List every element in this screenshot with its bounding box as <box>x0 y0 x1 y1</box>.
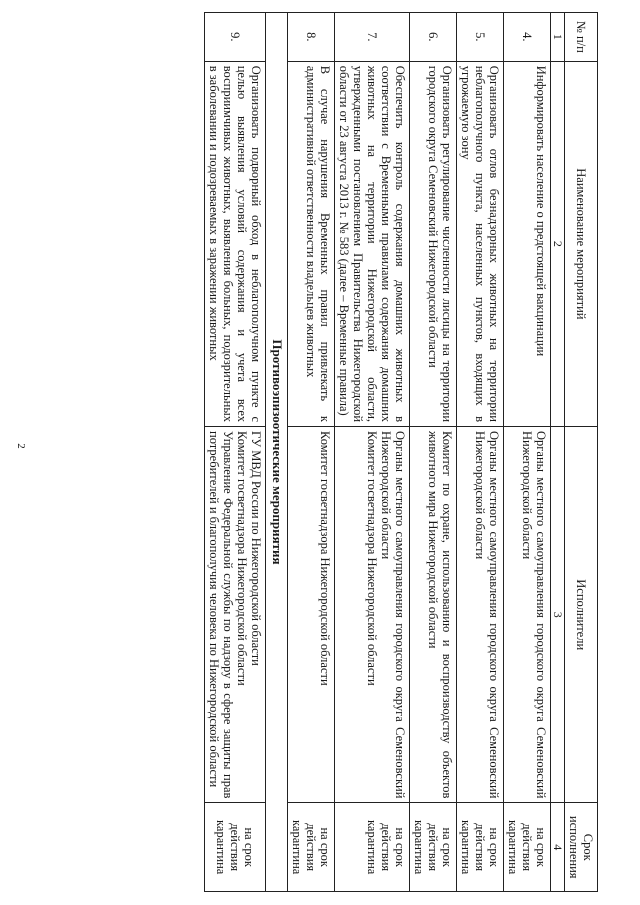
row-executors: Органы местного самоуправления городского округа Семеновский Нижегородской области Комитет госветнадзора Нижегородской области <box>334 427 409 803</box>
table-header-row <box>565 13 598 892</box>
table-row <box>334 13 409 892</box>
row-term: на срок действия карантина <box>287 803 334 892</box>
header-executors: Исполнители <box>565 427 598 803</box>
row-executors: Комитет по охране, использованию и воспроизводству объектов животного мира Нижегородской области <box>409 427 456 803</box>
row-num: 7. <box>334 13 409 62</box>
column-index-row <box>550 13 564 892</box>
row-name: Организовать регулирование численности лисицы на территории городского округа Семеновский Нижегородской области <box>409 61 456 426</box>
row-term: на срок действия карантина <box>409 803 456 892</box>
row-name: В случае нарушения Временных правил привлекать к административной ответственности владельцев животных <box>287 61 334 426</box>
col-index: 4 <box>550 803 564 892</box>
row-executors: Органы местного самоуправления городского округа Семеновский Нижегородской области <box>456 427 503 803</box>
row-term: на срок действия карантина <box>503 803 550 892</box>
measures-table <box>204 12 598 892</box>
row-name: Обеспечить контроль содержания домашних животных в соответствии с Временными правилами содержания домашних животных на территории Нижегородской области, утвержденными постановлением Правительства Нижегородской области от 23 августа 2013 г. № 583 (далее – Временные правила) <box>334 61 409 426</box>
col-index: 3 <box>550 427 564 803</box>
page-number: 2 <box>14 443 27 449</box>
row-num: 9. <box>205 13 266 62</box>
row-executors: Органы местного самоуправления городского округа Семеновский Нижегородской области <box>503 427 550 803</box>
col-index: 2 <box>550 61 564 426</box>
header-name: Наименование мероприятий <box>565 61 598 426</box>
row-term: на срок действия карантина <box>205 803 266 892</box>
row-executors: Комитет госветнадзора Нижегородской области <box>287 427 334 803</box>
table-row <box>205 13 266 892</box>
header-num: № п/п <box>565 13 598 62</box>
row-num: 8. <box>287 13 334 62</box>
row-name: Информировать население о предстоящей вакцинации <box>503 61 550 426</box>
row-num: 4. <box>503 13 550 62</box>
rotated-document <box>38 12 598 892</box>
row-name: Организовать отлов безнадзорных животных на территории неблагополучного пункта, населенных пунктов, входящих в угрожаемую зону <box>456 61 503 426</box>
row-term: на срок действия карантина <box>456 803 503 892</box>
col-index: 1 <box>550 13 564 62</box>
table-row <box>456 13 503 892</box>
table-row <box>287 13 334 892</box>
table-row <box>409 13 456 892</box>
row-executors: ГУ МВД России по Нижегородской области Комитет госветнадзора Нижегородской области Управление Федеральной службы по надзору в сфере защиты прав потребителей и благополучия человека по Нижегородской области <box>205 427 266 803</box>
row-term: на срок действия карантина <box>334 803 409 892</box>
table-row <box>503 13 550 892</box>
section-title: Противоэпизоотические мероприятия <box>266 13 288 892</box>
header-term: Срок исполнения <box>565 803 598 892</box>
section-row <box>266 13 288 892</box>
row-name: Организовать подворный обход в неблагополучном пункте с целью выявления условий содержания и учета всех восприимчивых животных, выявления больных, подозрительных в заболевании и подозреваемых в заражении животных <box>205 61 266 426</box>
row-num: 5. <box>456 13 503 62</box>
row-num: 6. <box>409 13 456 62</box>
